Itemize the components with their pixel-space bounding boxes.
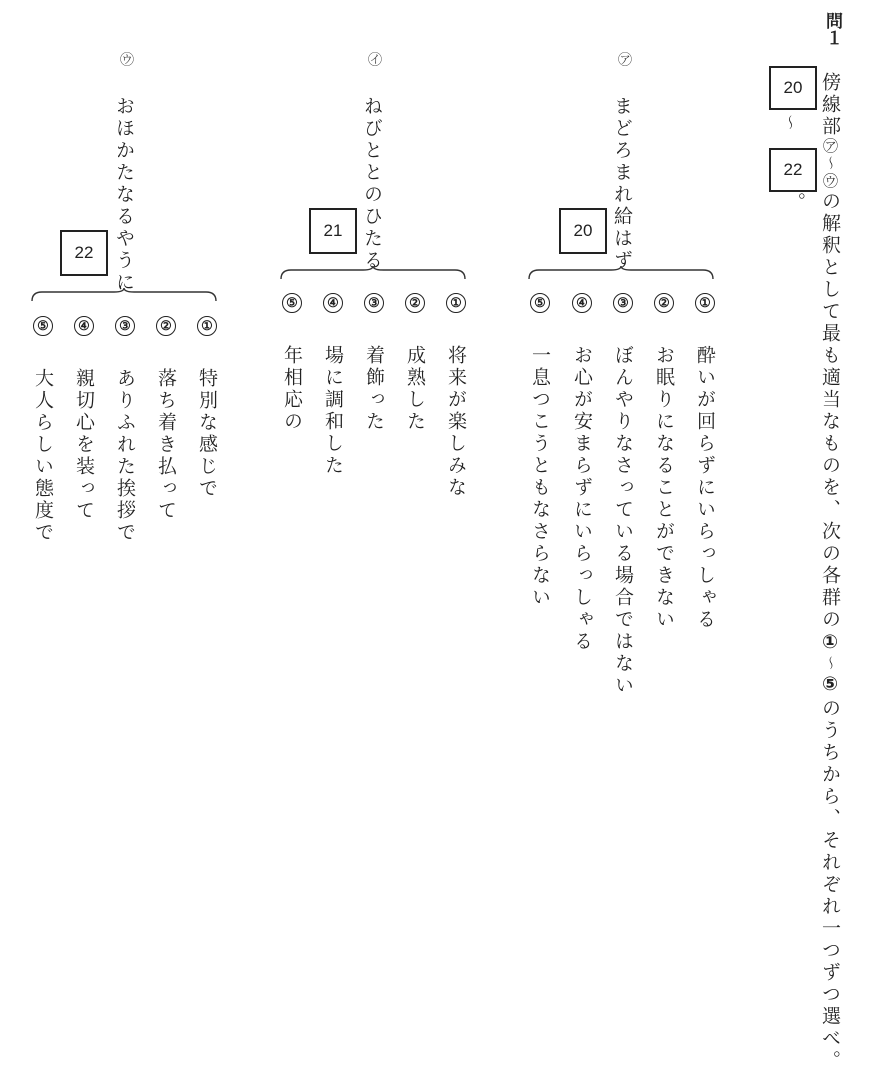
instruction-part2: の解釈として最も適当なものを、次の各群の — [819, 191, 841, 631]
group-a-answer-box: 20 — [559, 208, 607, 254]
instruction-mark-c: ㋒ — [821, 173, 839, 191]
group-b-option-2-num: ② — [405, 293, 425, 313]
group-b-label: ㋑ — [366, 52, 382, 66]
group-c-option-5-num: ⑤ — [33, 316, 53, 336]
group-c-option-2-text: 落ち着き払って — [155, 368, 177, 522]
group-b-brace — [279, 266, 467, 280]
group-b-option-4-text: 場に調和した — [322, 345, 344, 477]
instruction-tilde: 〜 — [822, 156, 838, 173]
instruction-mark-a: ㋐ — [821, 138, 839, 156]
group-b-answer-box: 21 — [309, 208, 357, 254]
group-c-label: ㋒ — [118, 52, 134, 66]
group-b-option-5-text: 年相応の — [281, 345, 303, 433]
answer-box-end: 22 — [769, 148, 817, 192]
group-a-option-3-text: ぼんやりなさっている場合ではない — [612, 345, 634, 697]
question-label: 問１ — [822, 12, 842, 46]
box-range-period: 。 — [784, 192, 806, 214]
group-a-phrase: まどろまれ給はず — [611, 96, 633, 272]
instruction-part1: 傍線部 — [819, 72, 841, 138]
group-a-option-5-num: ⑤ — [530, 293, 550, 313]
group-a-option-1-num: ① — [695, 293, 715, 313]
instruction-part3: のうちから、それぞれ一つずつ選べ。 — [819, 698, 841, 1072]
instruction-choice-start: ① — [819, 631, 841, 656]
group-c-option-2-num: ② — [156, 316, 176, 336]
instruction-choice-end: ⑤ — [819, 673, 841, 698]
group-c-brace — [30, 288, 218, 302]
group-b-option-5-num: ⑤ — [282, 293, 302, 313]
group-b-phrase: ねびととのひたる — [361, 96, 383, 272]
instruction-choice-tilde: 〜 — [822, 656, 838, 673]
group-a-option-1-text: 酔いが回らずにいらっしゃる — [694, 345, 716, 631]
group-c-option-1-num: ① — [197, 316, 217, 336]
group-c-option-4-text: 親切心を装って — [73, 368, 95, 522]
group-a-label: ㋐ — [616, 52, 632, 66]
group-b-option-4-num: ④ — [323, 293, 343, 313]
group-c-option-3-text: ありふれた挨拶で — [114, 368, 136, 544]
answer-box-start: 20 — [769, 66, 817, 110]
group-c-option-4-num: ④ — [74, 316, 94, 336]
group-c-option-5-text: 大人らしい態度で — [32, 368, 54, 544]
group-b-option-3-text: 着飾った — [363, 345, 385, 433]
group-a-option-3-num: ③ — [613, 293, 633, 313]
group-a-brace — [527, 266, 715, 280]
group-c-option-3-num: ③ — [115, 316, 135, 336]
box-range-tilde: 〜 — [781, 115, 799, 133]
group-c-answer-box: 22 — [60, 230, 108, 276]
group-a-option-4-text: お心が安まらずにいらっしゃる — [571, 345, 593, 653]
group-b-option-3-num: ③ — [364, 293, 384, 313]
group-b-option-1-text: 将来が楽しみな — [445, 345, 467, 499]
instruction-line — [820, 72, 839, 1072]
group-b-option-1-num: ① — [446, 293, 466, 313]
group-c-option-1-text: 特別な感じで — [196, 368, 218, 500]
group-a-option-2-text: お眠りになることができない — [653, 345, 675, 631]
group-a-option-4-num: ④ — [572, 293, 592, 313]
group-c-phrase: おほかたなるやうに — [113, 96, 135, 294]
group-b-option-2-text: 成熟した — [404, 345, 426, 433]
group-a-option-5-text: 一息つこうともなさらない — [529, 345, 551, 609]
group-a-option-2-num: ② — [654, 293, 674, 313]
